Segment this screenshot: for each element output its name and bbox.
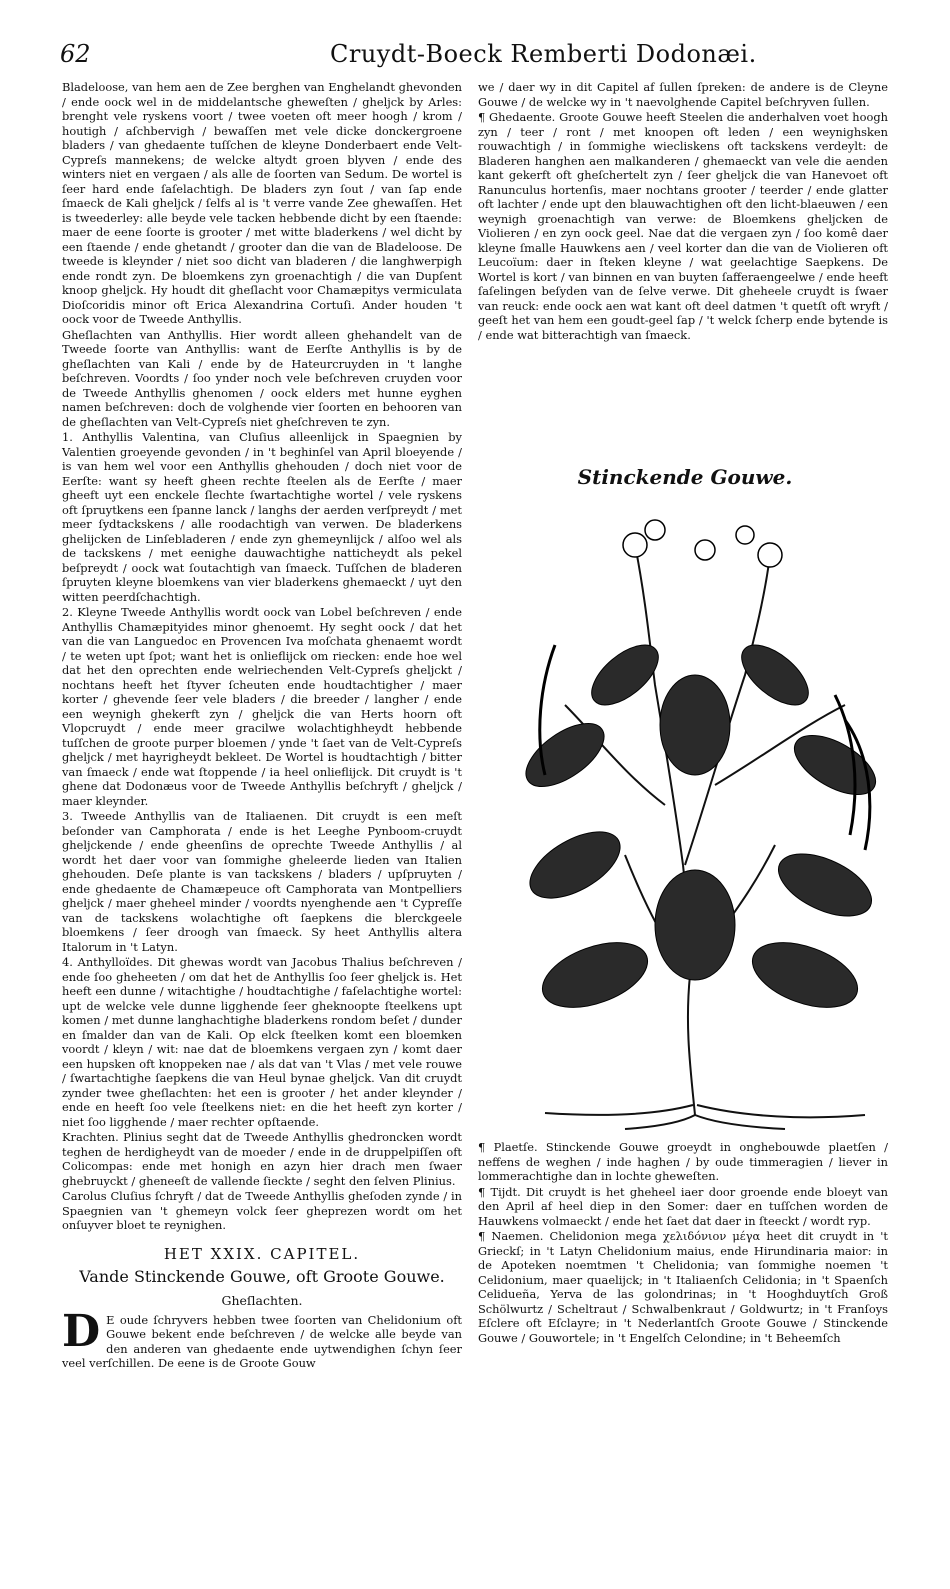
paragraph: ¶ Naemen. Chelidonion mega χελιδόνιον μέγα heet dit cruydt in 't Grieckſ; in 't Latyn Chelidonium maius, ende Hirundinaria maior: in de Apoteken noemtmen 't Chelidonia; van ſommighe noemen 't Celidonium, maer quaelijck; in 't Italiaenſch Celidonia; in 't Spaenſch Celidueña, Yerva de las golondrinas; in 't Hooghduytſch Groß Schölwurtz / Scheltraut / Schwalbenkraut / Goldwurtz; in 't Franſoys Eſclere oft Eſclayre; in 't Nederlantſch Groote Gouwe / Stinckende Gouwe / Gouwortele; in 't Engelſch Celondine; in 't Beheemſch [478, 1229, 888, 1345]
plant-woodcut-illustration [505, 505, 895, 1130]
plant-flower [645, 520, 665, 540]
plant-leaf [516, 711, 615, 799]
plant-leaf [519, 818, 631, 911]
plant-flower [758, 543, 782, 567]
paragraph: Carolus Cluſius ſchryft / dat de Tweede Anthyllis gheſoden zynde / in Spaegnien van 't ghemeyn volck ſeer gheprezen wordt om het onſuyver bloet te reynighen. [62, 1189, 462, 1232]
plant-flower [736, 526, 754, 544]
paragraph: ¶ Ghedaente. Groote Gouwe heeft Steelen die anderhalven voet hoogh zyn / teer / ront / met knoopen oft leden / een weynighsken rouwachtigh / in ſommighe wiecliskens oft tackskens verdeylt: de Bladeren hanghen aen malkanderen / ghemaeckt van vele die aenden kant gekerft oft gheſchertelt zyn / ſeer gheljck die van Hanevoet oft Ranunculus hortenſis, maer nochtans grooter / teerder / ende glatter oft lachter / ende upt den blauwachtighen oft den licht-blaeuwen / een weynigh groenachtigh van verwe: de Bloemkens gheljcken de Violieren / en zyn oock geel. Nae dat die vergaen zyn / ſoo komê daer kleyne ſmalle Hauwkens aen / veel korter dan die van de Violieren oft Leucoïum: daer in ſteken kleyne / wat geelachtige Saepkens. De Wortel is kort / van binnen en van buyten ſafferaengeelwe / ende heeft ſaſelingen beſyden van de ſelve verwe. Dit gheheele cruydt is ſwaer van reuck: ende oock aen wat kant oft deel datmen 't quetſt oft wryft / geeſt het van hem een goudt-geel ſap / 't welck ſcherp ende bytende is / ende wat bitterachtigh van ſmaeck. [478, 110, 888, 342]
plant-leaf [744, 930, 867, 1020]
chapter-heading: HET XXIX. CAPITEL. [163, 1244, 361, 1263]
right-column-bottom [478, 1140, 888, 1346]
paragraph: 4. Anthylloïdes. Dit ghewas wordt van Jacobus Thalius beſchreven / ende ſoo gheheeten / om dat het de Anthyllis ſoo ſeer gheljck is. Het heeft een dunne / witachtighe / houdtachtighe / faſelachtighe wortel: upt de welcke vele dunne ligghende ſeer gheknoopte ſteelkens upt komen / met dunne langhachtighe bladerkens rondom beſet / dunder en ſmalder dan van de Kali. Op elck ſteelken komt een bloemken voordt / kleyn / wit: nae dat de bloemkens vergaen zyn / komt daer een hupsken oft knoppeken nae / als dat van 't Vlas / met vele rouwe / ſwartachtighe ſaepkens die van Heul bynae gheljck. Van dit cruydt zynder twee gheſlachten: het een is grooter / het ander kleynder / ende en heeft ſoo vele ſteelkens niet: en die het heeft zyn korter / niet ſoo ligghende / maer rechter opſtaende. [62, 955, 462, 1129]
plant-leaf [660, 675, 730, 775]
paragraph: Bladeloose, van hem aen de Zee berghen van Enghelandt ghevonden / ende oock wel in de middelantsche gheweſten / gheljck by Arles: brenght vele ryskens voort / twee voeten oft meer hoogh / krom / houtigh / aſchbervigh / bewaſſen met vele dicke donckergroene bladers / van ghedaente tuſſchen de kleyne Donderbaert ende Velt-Cypreſs mannekens; de welcke altydt groen blyven / ende des winters niet en vergaen / als alle de ſoorten van Sedum. De wortel is ſeer hard ende ſaſelachtigh. De bladers zyn ſout / van ſap ende ſmaeck de Kali gheljck / ſelfs al is 't verre vande Zee ghewaſſen. Het is tweederley: alle beyde vele tacken hebbende dicht by een ſtaende: maer de eene ſoorte is grooter / met witte bladerkens / wel dicht by een ſtaende / ende ghetandt / grooter dan die van de Bladeloose. De tweede is kleynder / niet soo dicht van bladeren / die langhwerpigh ende rondt zyn. De bloemkens zyn groenachtigh / die van Dupſent knoop gheljck. Hy houdt dit gheſlacht voor Chamæpitys vermiculata Dioſcoridis minor oft Erica Alexandrina Cortuſi. Ander houden 't oock voor de Tweede Anthyllis. [62, 80, 462, 326]
plant-leaf [769, 841, 881, 929]
paragraph: Krachten. Plinius seght dat de Tweede Anthyllis ghedroncken wordt teghen de herdigheydt van de moeder / ende in de druppelpiſſen oft Colicompas: ende met honigh en azyn hier drach men ſwaer ghebruyckt / gheneeſt de vallende ſieckte / seght den ſelven Plinius. [62, 1130, 462, 1188]
chapter-title: Vande Stinckende Gouwe, oft Groote Gouwe. [79, 1267, 445, 1286]
paragraph: we / daer wy in dit Capitel af ſullen ſpreken: de andere is de Cleyne Gouwe / de welcke wy in 't naevolghende Capitel beſchryven ſullen. [478, 80, 888, 109]
plant-leaf [534, 930, 657, 1020]
page-number: 62 [60, 40, 91, 68]
paragraph: 2. Kleyne Tweede Anthyllis wordt oock van Lobel beſchreven / ende Anthyllis Chamæpityides minor ghenoemt. Hy seght oock / dat het van die van Languedoc en Provencen Iva moſchata ghenaemt wordt / te weten upt ſpot; want het is onlieflijck om riecken: ende hoe wel dat het den oprechten ende welriechenden Velt-Cypreſs gheljckt / nochtans heeft het ſtyver ſcheuten ende houdtachtigher / maer korter / ghevende ſeer vele bladers / die breeder / langher / ende een weynigh ghekerft zyn / gheljck die van Herts hoorn oft Vlopcruydt / ende meer gracilwe wolachtighheydt hebbende tuſſchen de groote purper bloemen / ynde 't ſaet van de Velt-Cypreſs gheljck / met hayrigheydt bekleet. De Wortel is houdtachtigh / bitter van ſmaeck / ende wat ſtoppende / ia heel onlieflijck. Dit cruydt is 't ghene dat Dodonæus voor de Tweede Anthyllis beſchryft / gheljck / maer kleynder. [62, 605, 462, 808]
plant-root [545, 1105, 693, 1115]
running-title: Cruydt-Boeck Remberti Dodonæi. [330, 40, 757, 68]
plant-flower [695, 540, 715, 560]
plant-leaf [655, 870, 735, 980]
left-column [62, 80, 462, 1372]
plant-root [625, 1115, 695, 1129]
right-column [478, 80, 888, 343]
paragraph: 3. Tweede Anthyllis van de Italiaenen. Dit cruydt is een meſt beſonder van Camphorata / ende is het Leeghe Pynboom-cruydt gheljckende / ende gheenſins de oprechte Tweede Anthyllis / al wordt het daer voor van ſommighe gheleerde lieden van Italien ghehouden. Deſe plante is van tackskens / bladers / upſpruyten / ende ghedaente de Chamæpeuce oft Camphorata van Montpelliers gheljck / maer gheheel minder / voordts nyenghende aen 't Cypreſſe van de tackskens wolachtighe oft ſaepkens die blerckgeele bloemkens / ſeer droogh van ſmaeck. Sy heet Anthyllis altera Italorum in 't Latyn. [62, 809, 462, 954]
figure-caption: Stinckende Gouwe. [577, 465, 793, 489]
paragraph: 1. Anthyllis Valentina, van Cluſius alleenlijck in Spaegnien by Valentien groeyende gevonden / in 't beghinſel van April bloeyende / is van hem wel voor een Anthyllis ghehouden / doch niet voor de Eerſte: want sy heeft gheen rechte ſteelen als de Eerſte / maer gheeft uyt een enckele ſlechte ſwartachtighe wortel / vele ryskens oft ſpruytkens een ſpanne lanck / langhs der aerden verſpreydt / met meer ſydtackskens / alle roodachtigh van verwen. De bladerkens ghelijcken de Linſebladeren / ende zyn ghemeynlijck / alſoo wel als de tackskens / met eenighe dauwachtighe natticheydt als pekel beſpreydt / oock wat ſoutachtigh van ſmaeck. Tuſſchen de bladeren ſpruyten kleyne bloemkens van vier bladerkens ghemaeckt / uyt den witten peerdſchachtigh. [62, 430, 462, 604]
plant-leaf [582, 634, 669, 716]
plant-root [697, 1105, 865, 1117]
paragraph: Gheſlachten van Anthyllis. Hier wordt alleen ghehandelt van de Tweede ſoorte van Anthyllis: want de Eerſte Anthyllis is by de gheſlachten van Kali / ende by de Hateurcruyden in 't langhe beſchreven. Voordts / ſoo ynder noch vele beſchreven cruyden voor de Tweede Anthyllis ghenomen / oock elders met hunne eyghen namen beſchreven: doch de volghende vier ſoorten en behooren van de gheſlachten van Velt-Cypreſs niet gheſchreven te zyn. [62, 327, 462, 429]
paragraph: ¶ Tijdt. Dit cruydt is het gheheel iaer door groende ende bloeyt van den April af heel diep in den Somer: daer en tuſſchen worden de Hauwkens volmaeckt / ende het ſaet dat daer in ſteeckt / wordt ryp. [478, 1184, 888, 1228]
drop-cap: D [62, 1305, 101, 1357]
plant-flower [623, 533, 647, 557]
subheading: Gheſlachten. [221, 1293, 303, 1308]
chapter-opening-paragraph [62, 1305, 462, 1371]
paragraph-text: E oude ſchryvers hebben twee ſoorten van Chelidonium oft Gouwe bekent ende beſchreven / de welcke alle beyde van den anderen van ghedaente ende uytwendighen ſchyn ſeer veel verſchillen. De eene is de Groote Gouw [62, 1312, 462, 1370]
page-header [60, 40, 757, 74]
paragraph: ¶ Plaetſe. Stinckende Gouwe groeydt in onghebouwde plaetſen / neffens de weghen / inde haghen / by oude timmeragien / liever in lommerachtighe dan in lochte gheweſten. [478, 1140, 888, 1183]
